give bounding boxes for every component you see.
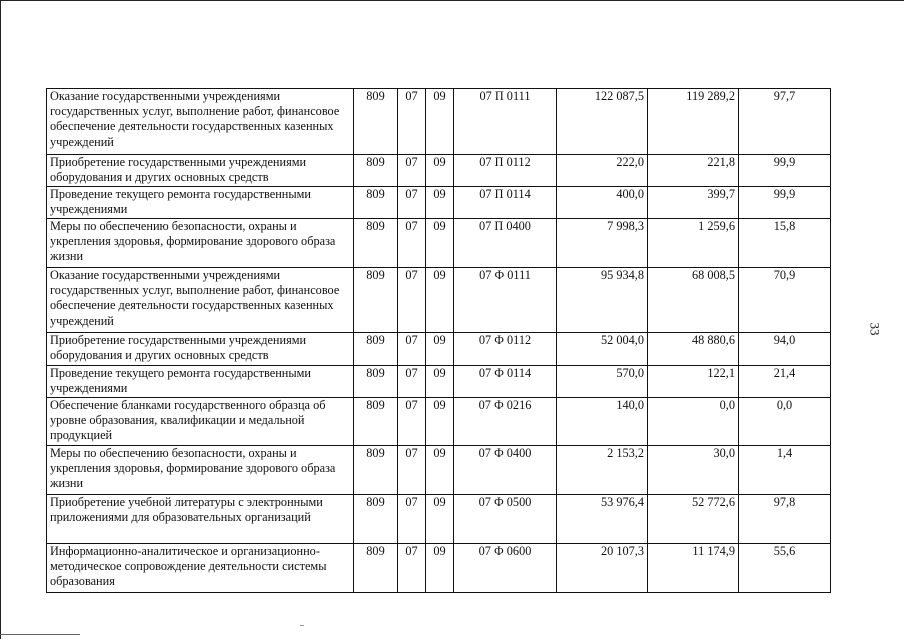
- subsection-code-cell: 09: [426, 544, 454, 593]
- section-code-cell: 07: [398, 366, 426, 398]
- execution-percent-cell: 97,8: [739, 495, 831, 544]
- table-row: [47, 446, 831, 495]
- target-article-code-cell: 07 Ф 0600: [454, 544, 557, 593]
- actual-amount-cell: 52 772,6: [648, 495, 739, 544]
- planned-amount-cell: 122 087,5: [557, 89, 648, 155]
- subsection-code-cell: 09: [426, 89, 454, 155]
- planned-amount-cell: 140,0: [557, 398, 648, 446]
- ministry-code-cell: 809: [354, 187, 398, 219]
- planned-amount-cell: 570,0: [557, 366, 648, 398]
- target-article-code-cell: 07 П 0111: [454, 89, 557, 155]
- table-body: [47, 89, 831, 593]
- section-code-cell: 07: [398, 446, 426, 495]
- planned-amount-cell: 95 934,8: [557, 268, 648, 333]
- subsection-code-cell: 09: [426, 219, 454, 268]
- execution-percent-cell: 21,4: [739, 366, 831, 398]
- actual-amount-cell: 399,7: [648, 187, 739, 219]
- target-article-code-cell: 07 Ф 0400: [454, 446, 557, 495]
- scan-edge-line: [0, 634, 80, 635]
- actual-amount-cell: 119 289,2: [648, 89, 739, 155]
- row-name-cell: Проведение текущего ремонта государственными учреждениями: [47, 366, 354, 398]
- scan-speck: [300, 625, 304, 626]
- planned-amount-cell: 7 998,3: [557, 219, 648, 268]
- row-name-cell: Обеспечение бланками государственного образца об уровне образования, квалификации и медальной продукцией: [47, 398, 354, 446]
- ministry-code-cell: 809: [354, 268, 398, 333]
- actual-amount-cell: 68 008,5: [648, 268, 739, 333]
- ministry-code-cell: 809: [354, 155, 398, 187]
- planned-amount-cell: 400,0: [557, 187, 648, 219]
- target-article-code-cell: 07 Ф 0114: [454, 366, 557, 398]
- row-name-cell: Приобретение учебной литературы с электронными приложениями для образовательных организаций: [47, 495, 354, 544]
- execution-percent-cell: 15,8: [739, 219, 831, 268]
- planned-amount-cell: 53 976,4: [557, 495, 648, 544]
- table-row: [47, 366, 831, 398]
- actual-amount-cell: 0,0: [648, 398, 739, 446]
- execution-percent-cell: 1,4: [739, 446, 831, 495]
- table-row: [47, 544, 831, 593]
- subsection-code-cell: 09: [426, 446, 454, 495]
- planned-amount-cell: 222,0: [557, 155, 648, 187]
- ministry-code-cell: 809: [354, 366, 398, 398]
- actual-amount-cell: 11 174,9: [648, 544, 739, 593]
- row-name-cell: Меры по обеспечению безопасности, охраны и укрепления здоровья, формирование здорового образа жизни: [47, 446, 354, 495]
- subsection-code-cell: 09: [426, 268, 454, 333]
- execution-percent-cell: 55,6: [739, 544, 831, 593]
- row-name-cell: Проведение текущего ремонта государственными учреждениями: [47, 187, 354, 219]
- subsection-code-cell: 09: [426, 187, 454, 219]
- section-code-cell: 07: [398, 268, 426, 333]
- ministry-code-cell: 809: [354, 398, 398, 446]
- section-code-cell: 07: [398, 187, 426, 219]
- actual-amount-cell: 48 880,6: [648, 333, 739, 366]
- planned-amount-cell: 2 153,2: [557, 446, 648, 495]
- section-code-cell: 07: [398, 89, 426, 155]
- ministry-code-cell: 809: [354, 446, 398, 495]
- table-row: [47, 495, 831, 544]
- section-code-cell: 07: [398, 544, 426, 593]
- budget-execution-table: [46, 88, 831, 593]
- target-article-code-cell: 07 Ф 0500: [454, 495, 557, 544]
- subsection-code-cell: 09: [426, 333, 454, 366]
- target-article-code-cell: 07 П 0400: [454, 219, 557, 268]
- table-row: [47, 219, 831, 268]
- table-row: [47, 89, 831, 155]
- table-row: [47, 268, 831, 333]
- target-article-code-cell: 07 П 0114: [454, 187, 557, 219]
- target-article-code-cell: 07 Ф 0112: [454, 333, 557, 366]
- actual-amount-cell: 122,1: [648, 366, 739, 398]
- planned-amount-cell: 52 004,0: [557, 333, 648, 366]
- target-article-code-cell: 07 П 0112: [454, 155, 557, 187]
- ministry-code-cell: 809: [354, 219, 398, 268]
- row-name-cell: Оказание государственными учреждениями государственных услуг, выполнение работ, финансовое обеспечение деятельности государственных казенных учреждений: [47, 89, 354, 155]
- subsection-code-cell: 09: [426, 155, 454, 187]
- target-article-code-cell: 07 Ф 0111: [454, 268, 557, 333]
- row-name-cell: Приобретение государственными учреждениями оборудования и других основных средств: [47, 155, 354, 187]
- actual-amount-cell: 1 259,6: [648, 219, 739, 268]
- actual-amount-cell: 30,0: [648, 446, 739, 495]
- execution-percent-cell: 94,0: [739, 333, 831, 366]
- section-code-cell: 07: [398, 495, 426, 544]
- execution-percent-cell: 97,7: [739, 89, 831, 155]
- actual-amount-cell: 221,8: [648, 155, 739, 187]
- execution-percent-cell: 0,0: [739, 398, 831, 446]
- page-number: 33: [867, 322, 883, 336]
- subsection-code-cell: 09: [426, 398, 454, 446]
- ministry-code-cell: 809: [354, 544, 398, 593]
- row-name-cell: Приобретение государственными учреждениями оборудования и других основных средств: [47, 333, 354, 366]
- table-row: [47, 398, 831, 446]
- section-code-cell: 07: [398, 398, 426, 446]
- row-name-cell: Информационно-аналитическое и организационно-методическое сопровождение деятельности системы образования: [47, 544, 354, 593]
- subsection-code-cell: 09: [426, 495, 454, 544]
- table-row: [47, 333, 831, 366]
- subsection-code-cell: 09: [426, 366, 454, 398]
- execution-percent-cell: 99,9: [739, 187, 831, 219]
- planned-amount-cell: 20 107,3: [557, 544, 648, 593]
- section-code-cell: 07: [398, 219, 426, 268]
- row-name-cell: Меры по обеспечению безопасности, охраны и укрепления здоровья, формирование здорового образа жизни: [47, 219, 354, 268]
- target-article-code-cell: 07 Ф 0216: [454, 398, 557, 446]
- section-code-cell: 07: [398, 333, 426, 366]
- execution-percent-cell: 99,9: [739, 155, 831, 187]
- row-name-cell: Оказание государственными учреждениями государственных услуг, выполнение работ, финансовое обеспечение деятельности государственных казенных учреждений: [47, 268, 354, 333]
- ministry-code-cell: 809: [354, 333, 398, 366]
- execution-percent-cell: 70,9: [739, 268, 831, 333]
- ministry-code-cell: 809: [354, 89, 398, 155]
- table-row: [47, 187, 831, 219]
- section-code-cell: 07: [398, 155, 426, 187]
- table-row: [47, 155, 831, 187]
- ministry-code-cell: 809: [354, 495, 398, 544]
